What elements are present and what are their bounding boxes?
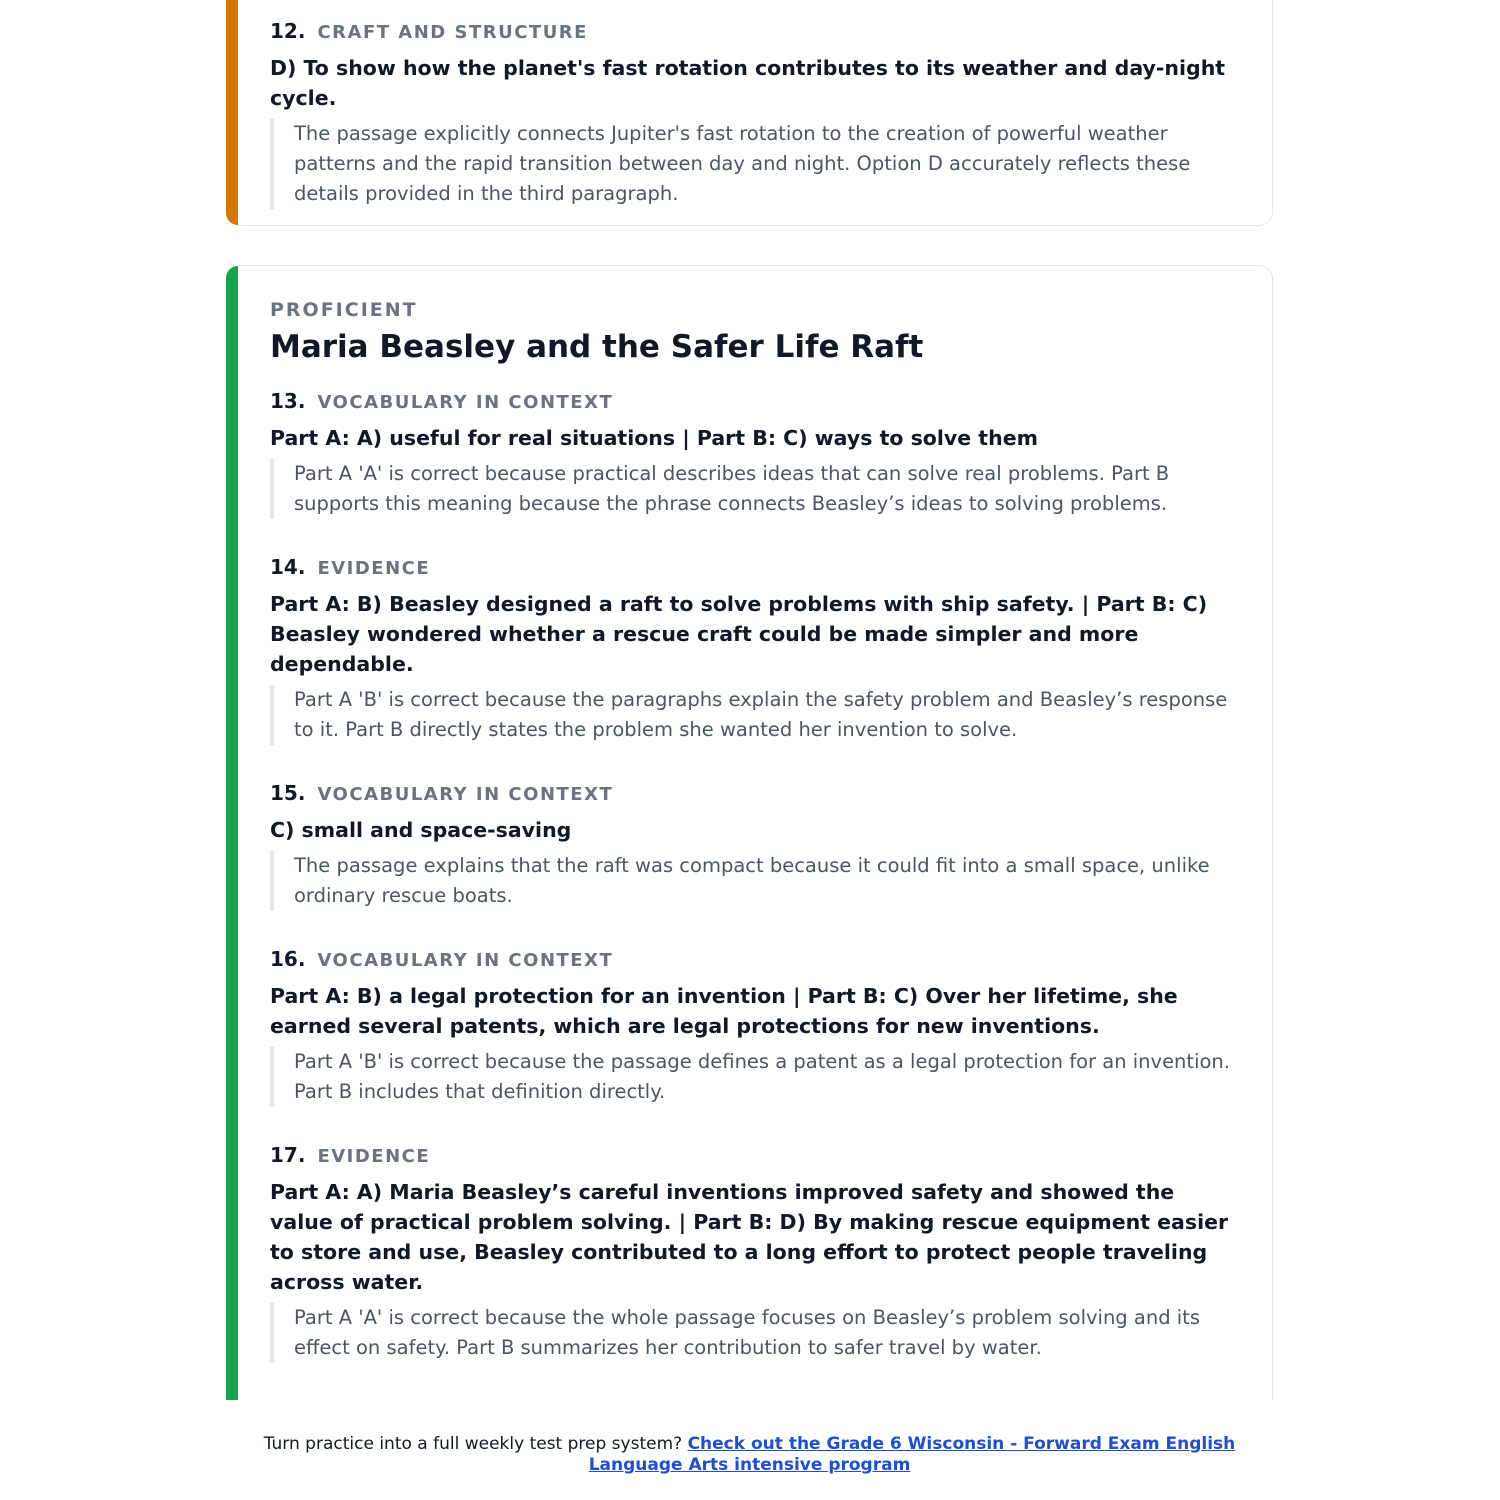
card-content	[270, 298, 1240, 1363]
question-card-craft	[226, 0, 1273, 226]
question-explanation: Part A 'A' is correct because practical describes ideas that can solve real problems. Part B supports this meaning because the phrase connects Beasley’s ideas to solving problems.	[270, 459, 1240, 519]
question-header	[270, 1141, 1240, 1169]
section-title: Maria Beasley and the Safer Life Raft	[270, 329, 924, 365]
question-item	[270, 17, 1240, 209]
question-item	[270, 1141, 1240, 1363]
question-header	[270, 945, 1240, 973]
card-accent-bar-orange	[226, 0, 238, 225]
footer-cta	[226, 1434, 1273, 1476]
question-explanation: The passage explains that the raft was compact because it could fit into a small space, unlike ordinary rescue boats.	[270, 851, 1240, 911]
question-item	[270, 945, 1240, 1107]
question-type: VOCABULARY IN CONTEXT	[317, 950, 614, 971]
question-item	[270, 387, 1240, 519]
question-number: 12.	[270, 19, 306, 43]
question-header	[270, 17, 1240, 45]
question-number: 14.	[270, 555, 306, 579]
question-answer: Part A: B) a legal protection for an invention | Part B: C) Over her lifetime, she earned several patents, which are legal protections for new inventions.	[270, 984, 1178, 1038]
card-accent-bar-green	[226, 266, 238, 1400]
question-answer: Part A: A) Maria Beasley’s careful inventions improved safety and showed the value of practical problem solving. | Part B: D) By making rescue equipment easier to store and use, Beasley contributed to a long effort to protect people traveling across water.	[270, 1180, 1229, 1294]
question-explanation: The passage explicitly connects Jupiter's fast rotation to the creation of powerful weather patterns and the rapid transition between day and night. Option D accurately reflects these details provided in the third paragraph.	[270, 119, 1240, 209]
question-type: EVIDENCE	[317, 558, 431, 579]
question-item	[270, 553, 1240, 745]
question-type: VOCABULARY IN CONTEXT	[317, 392, 614, 413]
question-number: 15.	[270, 781, 306, 805]
question-number: 16.	[270, 947, 306, 971]
section-card-proficient	[226, 265, 1273, 1400]
question-type: VOCABULARY IN CONTEXT	[317, 784, 614, 805]
card-content	[270, 17, 1240, 209]
question-header	[270, 553, 1240, 581]
question-number: 13.	[270, 389, 306, 413]
question-answer: D) To show how the planet's fast rotation contributes to its weather and day-night cycle.	[270, 56, 1226, 110]
question-header	[270, 779, 1240, 807]
question-answer: Part A: A) useful for real situations | Part B: C) ways to solve them	[270, 426, 1038, 450]
question-explanation: Part A 'B' is correct because the passage defines a patent as a legal protection for an invention. Part B includes that definition directly.	[270, 1047, 1240, 1107]
question-explanation: Part A 'A' is correct because the whole passage focuses on Beasley’s problem solving and its effect on safety. Part B summarizes her contribution to safer travel by water.	[270, 1303, 1240, 1363]
question-answer: Part A: B) Beasley designed a raft to solve problems with ship safety. | Part B: C) Beasley wondered whether a rescue craft could be made simpler and more dependable.	[270, 592, 1208, 676]
level-label: PROFICIENT	[270, 299, 418, 321]
question-header	[270, 387, 1240, 415]
question-type: CRAFT AND STRUCTURE	[317, 22, 588, 43]
question-number: 17.	[270, 1143, 306, 1167]
program-link[interactable]: Check out the Grade 6 Wisconsin - Forward Exam English Language Arts intensive program	[588, 1434, 1236, 1475]
question-answer: C) small and space-saving	[270, 818, 572, 842]
question-type: EVIDENCE	[317, 1146, 431, 1167]
question-item	[270, 779, 1240, 911]
footer-text: Turn practice into a full weekly test prep system?	[263, 1434, 683, 1454]
question-explanation: Part A 'B' is correct because the paragraphs explain the safety problem and Beasley’s response to it. Part B directly states the problem she wanted her invention to solve.	[270, 685, 1240, 745]
